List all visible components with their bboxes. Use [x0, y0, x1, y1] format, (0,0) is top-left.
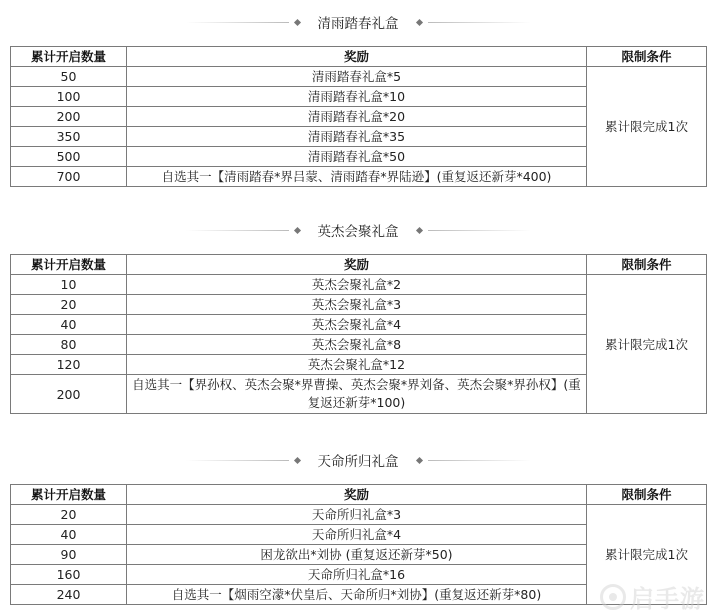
divider-right [411, 228, 531, 233]
table-row [11, 505, 707, 525]
table-row [11, 275, 707, 295]
count-cell: 50 [11, 67, 127, 87]
watermark [600, 579, 705, 614]
divider-right [411, 458, 531, 463]
reward-cell: 困龙欲出*刘协 (重复返还新芽*50) [127, 545, 587, 565]
reward-cell: 英杰会聚礼盒*3 [127, 295, 587, 315]
count-cell: 40 [11, 315, 127, 335]
reward-table [10, 46, 707, 187]
reward-cell: 自选其一【烟雨空濛*伏皇后、天命所归*刘协】(重复返还新芽*80) [127, 585, 587, 605]
table-row [11, 67, 707, 87]
reward-cell: 英杰会聚礼盒*8 [127, 335, 587, 355]
count-cell: 100 [11, 87, 127, 107]
reward-cell: 清雨踏春礼盒*5 [127, 67, 587, 87]
reward-cell: 清雨踏春礼盒*50 [127, 147, 587, 167]
header-reward: 奖励 [127, 255, 587, 275]
divider-left [186, 228, 306, 233]
count-cell: 240 [11, 585, 127, 605]
count-cell: 200 [11, 375, 127, 414]
header-reward: 奖励 [127, 47, 587, 67]
section-yingjie [10, 220, 706, 414]
header-limit: 限制条件 [587, 485, 707, 505]
count-cell: 20 [11, 505, 127, 525]
table-header-row [11, 47, 707, 67]
header-count: 累计开启数量 [11, 485, 127, 505]
header-count: 累计开启数量 [11, 47, 127, 67]
header-limit: 限制条件 [587, 255, 707, 275]
header-reward: 奖励 [127, 485, 587, 505]
reward-cell: 清雨踏春礼盒*10 [127, 87, 587, 107]
section-title: 英杰会聚礼盒 [317, 224, 399, 240]
reward-table [10, 254, 707, 414]
count-cell: 80 [11, 335, 127, 355]
reward-cell: 自选其一【界孙权、英杰会聚*界曹操、英杰会聚*界刘备、英杰会聚*界孙权】(重复返还新芽*100) [127, 375, 587, 414]
count-cell: 120 [11, 355, 127, 375]
header-limit: 限制条件 [587, 47, 707, 67]
table-header-row [11, 485, 707, 505]
reward-cell: 英杰会聚礼盒*12 [127, 355, 587, 375]
reward-cell: 天命所归礼盒*4 [127, 525, 587, 545]
reward-cell: 自选其一【清雨踏春*界吕蒙、清雨踏春*界陆逊】(重复返还新芽*400) [127, 167, 587, 187]
section-title: 天命所归礼盒 [317, 454, 399, 470]
count-cell: 40 [11, 525, 127, 545]
count-cell: 10 [11, 275, 127, 295]
count-cell: 500 [11, 147, 127, 167]
limit-cell: 累计限完成1次 [587, 275, 707, 414]
count-cell: 20 [11, 295, 127, 315]
logo-icon [600, 584, 626, 610]
divider-left [186, 458, 306, 463]
table-header-row [11, 255, 707, 275]
reward-cell: 英杰会聚礼盒*2 [127, 275, 587, 295]
limit-cell: 累计限完成1次 [587, 505, 707, 605]
section-header [10, 220, 706, 240]
reward-cell: 清雨踏春礼盒*35 [127, 127, 587, 147]
reward-cell: 天命所归礼盒*16 [127, 565, 587, 585]
section-header [10, 12, 706, 32]
section-header [10, 450, 706, 470]
reward-cell: 清雨踏春礼盒*20 [127, 107, 587, 127]
reward-cell: 天命所归礼盒*3 [127, 505, 587, 525]
reward-cell: 英杰会聚礼盒*4 [127, 315, 587, 335]
divider-right [411, 20, 531, 25]
count-cell: 200 [11, 107, 127, 127]
count-cell: 700 [11, 167, 127, 187]
header-count: 累计开启数量 [11, 255, 127, 275]
divider-left [186, 20, 306, 25]
count-cell: 90 [11, 545, 127, 565]
count-cell: 350 [11, 127, 127, 147]
limit-cell: 累计限完成1次 [587, 67, 707, 187]
watermark-text: 启手游 [630, 585, 705, 613]
section-qingyu [10, 12, 706, 187]
count-cell: 160 [11, 565, 127, 585]
section-title: 清雨踏春礼盒 [317, 16, 399, 32]
